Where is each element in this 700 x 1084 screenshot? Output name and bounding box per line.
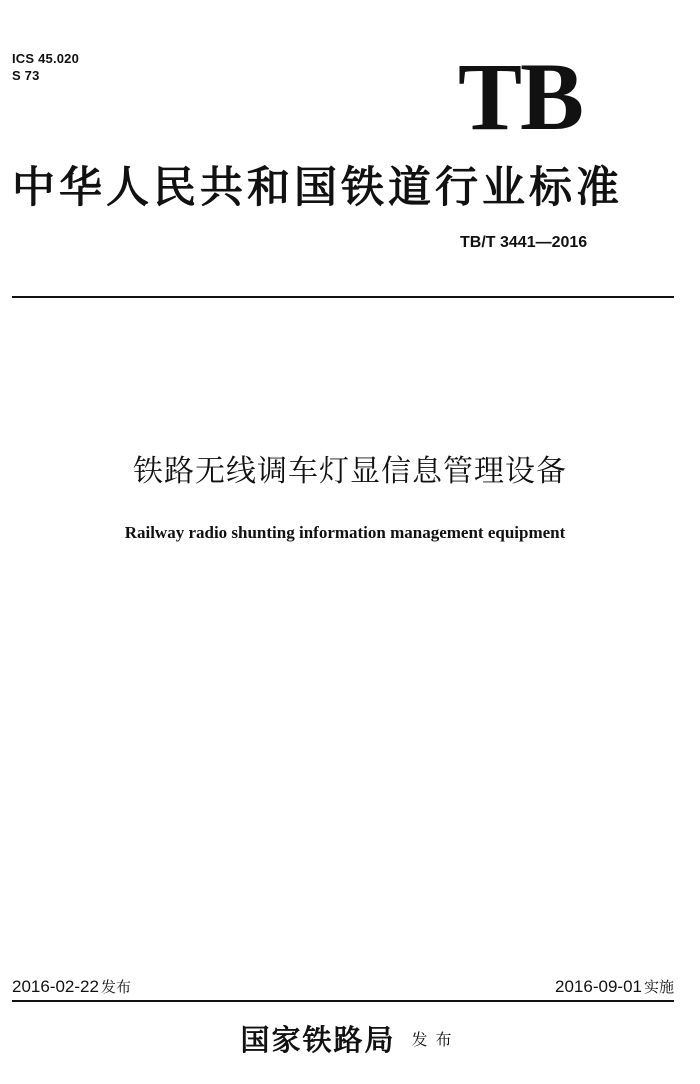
implementation-date: 2016-09-01 — [555, 977, 642, 996]
footer-divider — [12, 1000, 674, 1002]
ccs-code: S 73 — [12, 68, 40, 83]
publisher-name: 国家铁路局 — [240, 1023, 396, 1057]
classification-block — [12, 50, 79, 84]
publisher-action: 发布 — [411, 1030, 460, 1049]
publisher-block — [0, 1020, 700, 1060]
issue-label: 发布 — [100, 978, 131, 996]
implementation-label: 实施 — [643, 978, 674, 996]
header-divider — [12, 296, 674, 298]
standard-category-title: 中华人民共和国铁道行业标准 — [12, 163, 623, 213]
standard-number: TB/T 3441—2016 — [460, 234, 588, 251]
document-title-chinese: 铁路无线调车灯显信息管理设备 — [133, 454, 567, 489]
issue-date: 2016-02-22 — [12, 977, 99, 996]
ics-code: ICS 45.020 — [12, 51, 80, 66]
tb-logo: TB — [458, 43, 583, 150]
implementation-date-block — [555, 976, 674, 998]
issue-date-block — [12, 976, 131, 998]
document-title-english: Railway radio shunting information management equipment — [124, 523, 566, 542]
